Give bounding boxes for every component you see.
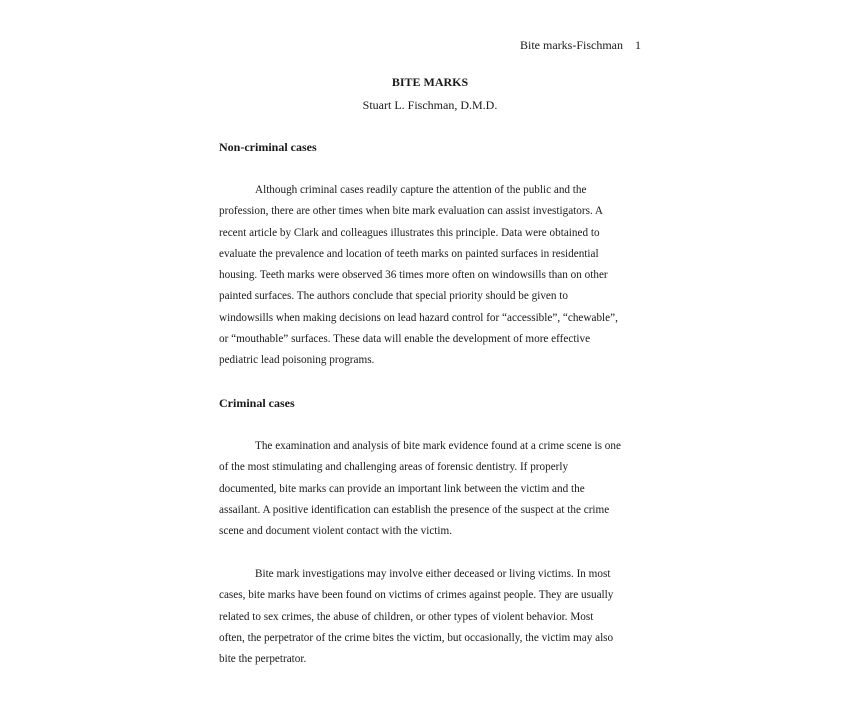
text-line: or “mouthable” surfaces. These data will enable the development of more effective <box>219 333 591 346</box>
text-line: often, the perpetrator of the crime bites the victim, but occasionally, the victim may also <box>219 631 614 644</box>
text-line: bite the perpetrator. <box>219 653 307 666</box>
text-line: evaluate the prevalence and location of teeth marks on painted surfaces in residential <box>219 247 599 260</box>
running-header <box>520 38 641 53</box>
text-line: housing. Teeth marks were observed 36 times more often on windowsills than on other <box>219 269 608 282</box>
section-heading-non-criminal: Non-criminal cases <box>219 140 317 154</box>
paragraph-non-criminal-1 <box>219 180 649 372</box>
text-line: recent article by Clark and colleagues illustrates this principle. Data were obtained to <box>219 226 600 239</box>
document-title: BITE MARKS <box>391 75 469 89</box>
text-line: documented, bite marks can provide an important link between the victim and the <box>219 482 585 495</box>
text-line: related to sex crimes, the abuse of children, or other types of violent behavior. Most <box>219 610 594 623</box>
running-title: Bite marks-Fischman <box>520 38 623 52</box>
text-line: profession, there are other times when bite mark evaluation can assist investigators. A <box>219 205 603 218</box>
section-heading-criminal: Criminal cases <box>219 396 295 410</box>
text-line: assailant. A positive identification can establish the presence of the suspect at the crime <box>219 503 610 516</box>
text-line: scene and document violent contact with the victim. <box>219 525 453 538</box>
text-line: windowsills when making decisions on lead hazard control for “accessible”, “chewable”, <box>219 311 618 324</box>
text-line: pediatric lead poisoning programs. <box>219 354 375 367</box>
text-line: painted surfaces. The authors conclude that special priority should be given to <box>219 290 568 303</box>
text-line: Although criminal cases readily capture the attention of the public and the <box>255 184 587 196</box>
text-line: cases, bite marks have been found on victims of crimes against people. They are usually <box>219 589 614 602</box>
paragraph-criminal-1 <box>219 436 649 542</box>
text-line: The examination and analysis of bite mark evidence found at a crime scene is one <box>255 440 621 452</box>
text-line: of the most stimulating and challenging areas of forensic dentistry. If properly <box>219 461 569 474</box>
document-author: Stuart L. Fischman, D.M.D. <box>362 98 498 112</box>
paragraph-criminal-2 <box>219 564 649 670</box>
text-line: Bite mark investigations may involve either deceased or living victims. In most <box>255 568 611 580</box>
page-number: 1 <box>634 38 641 52</box>
